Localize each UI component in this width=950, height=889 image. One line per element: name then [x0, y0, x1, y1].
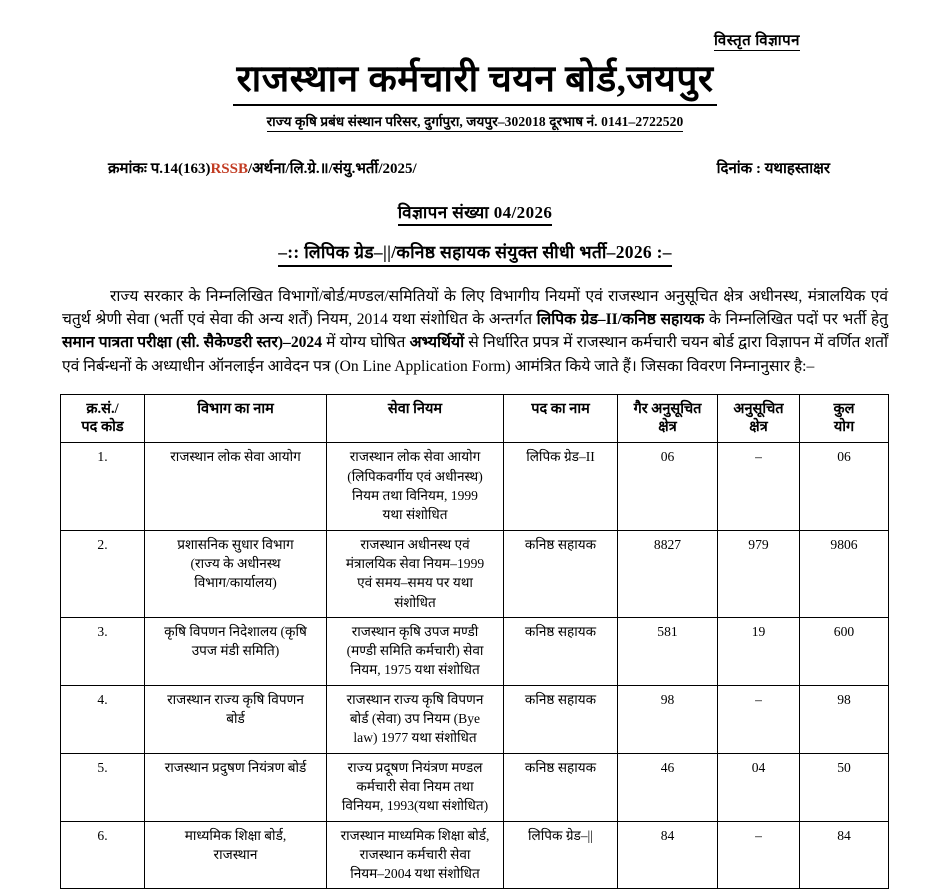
table-row — [61, 530, 889, 617]
column-header-non-scheduled-line1: गैर अनुसूचित — [633, 401, 702, 418]
cell-serial-number: 6. — [61, 821, 145, 889]
cell-department-name — [145, 530, 327, 617]
cell-post-name — [504, 685, 618, 753]
cell-total: 98 — [800, 685, 889, 753]
cell-total: 06 — [800, 443, 889, 530]
paragraph-bold-3: अभ्यर्थियों — [409, 334, 465, 352]
column-header-post-name-line1: पद का नाम — [531, 401, 590, 418]
column-header-non-scheduled-area — [618, 395, 718, 443]
column-header-non-scheduled-line2: क्षेत्र — [658, 419, 677, 436]
cell-total: 84 — [800, 821, 889, 889]
table-row — [61, 753, 889, 821]
paragraph-bold-2: समान पात्रता परीक्षा (सी. सैकेण्डरी स्तर)–2024 — [62, 334, 323, 352]
cell-service-rule — [327, 685, 504, 753]
table-body — [61, 443, 889, 889]
reference-rssb: RSSB — [210, 160, 248, 177]
cell-department-name-line: राजस्थान राज्य कृषि विपणन — [167, 691, 304, 707]
cell-service-rule-line: राजस्थान कर्मचारी सेवा — [359, 846, 471, 862]
cell-scheduled-area: – — [718, 443, 800, 530]
cell-serial-number: 2. — [61, 530, 145, 617]
cell-service-rule-line: राज्य प्रदूषण नियंत्रण मण्डल — [347, 759, 483, 775]
cell-non-scheduled-area: 8827 — [618, 530, 718, 617]
cell-department-name-line: कृषि विपणन निदेशालय (कृषि — [164, 623, 307, 639]
column-header-scheduled-area — [718, 395, 800, 443]
paragraph-bold-1: लिपिक ग्रेड–II/कनिष्ठ सहायक — [536, 311, 705, 329]
advertisement-number-container — [60, 200, 890, 226]
cell-service-rule-line: (मण्डी समिति कर्मचारी) सेवा — [346, 643, 484, 659]
column-header-scheduled-line2: क्षेत्र — [749, 419, 768, 436]
table-header-row — [61, 395, 889, 443]
cell-department-name-line: विभाग/कार्यालय) — [194, 575, 277, 591]
cell-service-rule-line: एवं समय–समय पर यथा — [357, 575, 473, 591]
cell-service-rule-line: नियम–2004 यथा संशोधित — [350, 866, 480, 882]
reference-prefix: प.14(163) — [150, 160, 211, 177]
cell-service-rule-line: बोर्ड (सेवा) उप नियम (Bye — [349, 711, 481, 727]
cell-serial-number: 4. — [61, 685, 145, 753]
paragraph-segment-1: राज्य सरकार के निम्नलिखित विभागों/बोर्ड/मण्डल/समितियों के लिए विभागीय नियमों एवं राजस्थान अनुसूचित क्षेत्र अधीनस्थ, मंत्रालयिक एवं चतुर्थ श्रेणी सेवा (भर्ती एवं सेवा की अन्य शर्तें) नियम, 2014 यथा संशोधित के अन्तर्गत — [62, 287, 888, 329]
cell-serial-number: 1. — [61, 443, 145, 530]
cell-service-rule-line: law) 1977 यथा संशोधित — [353, 730, 477, 746]
column-header-serial-line1: क्र.सं./ — [86, 401, 119, 418]
cell-post-name-line: कनिष्ठ सहायक — [524, 759, 597, 775]
column-header-service-rule — [327, 395, 504, 443]
cell-service-rule-line: कर्मचारी सेवा नियम तथा — [356, 778, 474, 794]
cell-department-name — [145, 753, 327, 821]
cell-department-name-line: (राज्य के अधीनस्थ — [190, 555, 281, 571]
cell-service-rule-line: नियम, 1975 यथा संशोधित — [350, 662, 480, 678]
cell-service-rule-line: राजस्थान राज्य कृषि विपणन — [346, 691, 484, 707]
advertisement-subject: –:: लिपिक ग्रेड–||/कनिष्ठ सहायक संयुक्त सीधी भर्ती–2026 :– — [278, 240, 672, 267]
cell-total: 9806 — [800, 530, 889, 617]
cell-service-rule — [327, 443, 504, 530]
cell-non-scheduled-area: 06 — [618, 443, 718, 530]
column-header-service-rule-line1: सेवा नियम — [387, 401, 443, 418]
paragraph-segment-4: से निर्धारित प्रपत्र में राजस्थान कर्मचारी चयन बोर्ड द्वारा विज्ञापन में वर्णित शर्तों एवं निर्बन्धनों के अध्याधीन ऑनलाईन आवेदन पत्र (On Line Application Form) आमंत्रित किये जाते हैं। जिसका विवरण निम्नानुसार है:– — [62, 334, 889, 375]
cell-service-rule — [327, 617, 504, 685]
cell-department-name-line: राजस्थान — [213, 846, 258, 862]
cell-total: 50 — [800, 753, 889, 821]
cell-post-name — [504, 753, 618, 821]
cell-post-name — [504, 821, 618, 889]
table-row — [61, 617, 889, 685]
column-header-scheduled-line1: अनुसूचित — [733, 401, 784, 418]
column-header-serial — [61, 395, 145, 443]
cell-department-name-line: राजस्थान प्रदुषण नियंत्रण बोर्ड — [164, 759, 307, 775]
column-header-total-line2: योग — [833, 419, 855, 436]
cell-serial-number: 3. — [61, 617, 145, 685]
cell-service-rule — [327, 821, 504, 889]
cell-post-name — [504, 617, 618, 685]
cell-service-rule-line: (लिपिकवर्गीय एवं अधीनस्थ) — [347, 468, 483, 484]
cell-service-rule-line: विनियम, 1993(यथा संशोधित) — [341, 798, 489, 814]
cell-scheduled-area: – — [718, 685, 800, 753]
cell-department-name — [145, 617, 327, 685]
detailed-advertisement-label: विस्तृत विज्ञापन — [714, 33, 800, 49]
cell-scheduled-area: 04 — [718, 753, 800, 821]
paragraph-segment-3: में योग्य घोषित — [322, 334, 410, 352]
cell-post-name — [504, 443, 618, 530]
cell-post-name-line: लिपिक ग्रेड–|| — [528, 827, 593, 843]
cell-non-scheduled-area: 581 — [618, 617, 718, 685]
cell-non-scheduled-area: 98 — [618, 685, 718, 753]
reference-number — [108, 158, 417, 178]
cell-scheduled-area: 19 — [718, 617, 800, 685]
column-header-department — [145, 395, 327, 443]
document-page — [0, 30, 950, 882]
cell-non-scheduled-area: 84 — [618, 821, 718, 889]
cell-department-name — [145, 685, 327, 753]
detailed-advertisement-line — [60, 30, 890, 50]
table-row — [61, 443, 889, 530]
reference-row — [60, 158, 890, 178]
cell-service-rule — [327, 753, 504, 821]
cell-service-rule-line: राजस्थान कृषि उपज मण्डी — [351, 623, 479, 639]
cell-service-rule-line: राजस्थान माध्यमिक शिक्षा बोर्ड, — [340, 827, 490, 843]
cell-post-name-line: लिपिक ग्रेड–II — [526, 449, 595, 465]
vacancy-table — [60, 394, 889, 889]
cell-service-rule-line: मंत्रालयिक सेवा नियम–1999 — [345, 555, 485, 571]
cell-scheduled-area: 979 — [718, 530, 800, 617]
cell-service-rule-line: संशोधित — [394, 594, 436, 610]
board-address-container — [60, 112, 890, 132]
cell-serial-number: 5. — [61, 753, 145, 821]
advertisement-number: विज्ञापन संख्या 04/2026 — [398, 200, 553, 226]
column-header-total — [800, 395, 889, 443]
table-row — [61, 821, 889, 889]
column-header-post-name — [504, 395, 618, 443]
cell-department-name — [145, 821, 327, 889]
cell-department-name-line: उपज मंडी समिति) — [191, 643, 280, 659]
cell-scheduled-area: – — [718, 821, 800, 889]
column-header-department-line1: विभाग का नाम — [197, 401, 274, 418]
cell-post-name-line: कनिष्ठ सहायक — [524, 691, 597, 707]
paragraph-segment-2: के निम्नलिखित पदों पर भर्ती हेतु — [704, 311, 889, 329]
reference-suffix: /अर्थना/लि.ग्रे.॥/संयु.भर्ती/2025/ — [247, 160, 417, 177]
column-header-total-line1: कुल — [833, 401, 855, 418]
cell-department-name-line: माध्यमिक शिक्षा बोर्ड, — [184, 827, 287, 843]
cell-department-name — [145, 443, 327, 530]
cell-service-rule-line: नियम तथा विनियम, 1999 — [352, 488, 478, 504]
board-address: राज्य कृषि प्रबंध संस्थान परिसर, दुर्गापुरा, जयपुर–302018 दूरभाष नं. 0141–2722520 — [267, 112, 684, 132]
board-title-container — [60, 58, 890, 106]
cell-service-rule-line: राजस्थान लोक सेवा आयोग — [349, 449, 481, 465]
cell-service-rule — [327, 530, 504, 617]
body-paragraph — [60, 285, 890, 379]
reference-date: दिनांक : यथाहस्ताक्षर — [716, 160, 830, 177]
page-title: राजस्थान कर्मचारी चयन बोर्ड,जयपुर — [233, 58, 718, 106]
advertisement-subject-container — [60, 240, 890, 267]
cell-total: 600 — [800, 617, 889, 685]
table-header — [61, 395, 889, 443]
cell-department-name-line: बोर्ड — [226, 711, 245, 727]
cell-post-name-line: कनिष्ठ सहायक — [524, 536, 597, 552]
cell-post-name-line: कनिष्ठ सहायक — [524, 623, 597, 639]
cell-department-name-line: प्रशासनिक सुधार विभाग — [177, 536, 294, 552]
column-header-serial-line2: पद कोड — [81, 419, 124, 436]
cell-non-scheduled-area: 46 — [618, 753, 718, 821]
reference-label: क्रमांकः — [108, 160, 147, 177]
cell-service-rule-line: राजस्थान अधीनस्थ एवं — [360, 536, 470, 552]
table-row — [61, 685, 889, 753]
cell-post-name — [504, 530, 618, 617]
cell-service-rule-line: यथा संशोधित — [382, 507, 448, 523]
cell-department-name-line: राजस्थान लोक सेवा आयोग — [170, 449, 301, 465]
